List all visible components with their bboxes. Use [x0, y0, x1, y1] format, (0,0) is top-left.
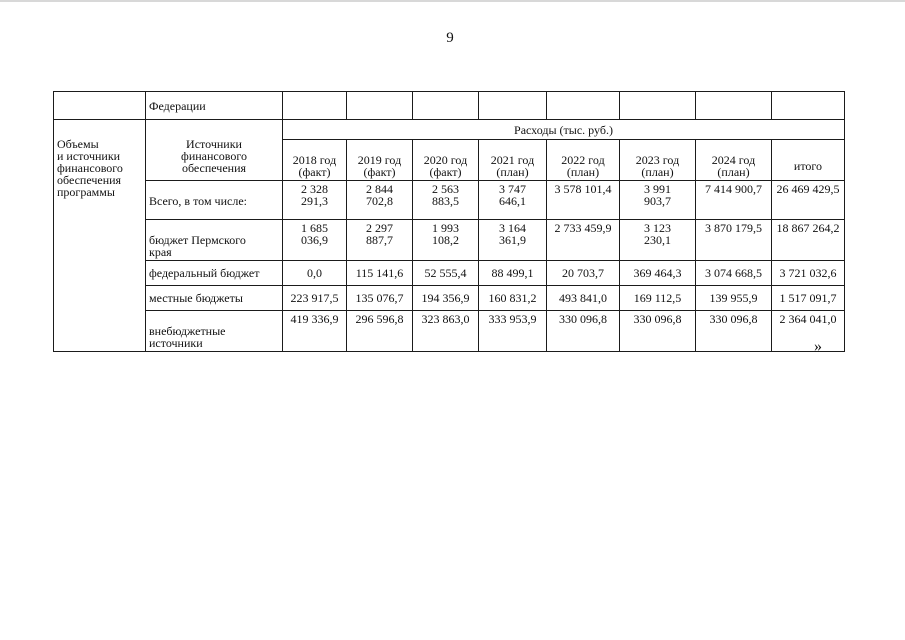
value-cell: [283, 220, 347, 261]
value-text: 7 414 900,7: [705, 182, 762, 196]
value-cell: [547, 181, 620, 220]
empty-top-cell: [413, 92, 479, 120]
value-cell: [347, 261, 413, 286]
row-label-cell: [146, 181, 283, 220]
table-row: [54, 220, 845, 261]
value-cell: [479, 181, 547, 220]
closing-quote: »: [814, 338, 822, 355]
empty-top-cell: [283, 92, 347, 120]
value-cell: [479, 220, 547, 261]
value-cell: [347, 286, 413, 311]
year-header-2018: [283, 140, 347, 181]
value-cell: [772, 311, 845, 352]
value-cell: [283, 181, 347, 220]
year-header-2019: [347, 140, 413, 181]
table-row: [54, 286, 845, 311]
value-text: 1 685 036,9: [301, 221, 328, 247]
empty-top-cell: [772, 92, 845, 120]
value-cell: [413, 261, 479, 286]
row-label-cell: [146, 286, 283, 311]
year-header-2020: [413, 140, 479, 181]
value-cell: [283, 261, 347, 286]
year-header-2023: [620, 140, 696, 181]
value-text: 2 364 041,0: [779, 312, 837, 326]
empty-top-cell: [347, 92, 413, 120]
value-text: 169 112,5: [633, 291, 682, 305]
value-cell: [547, 261, 620, 286]
table-row: [54, 181, 845, 220]
value-text: 330 096,8: [633, 312, 682, 326]
value-cell: [283, 286, 347, 311]
source-header: Источники финансового обеспечения: [181, 137, 247, 175]
value-text: 88 499,1: [491, 266, 534, 280]
row-label: местные бюджеты: [149, 291, 243, 305]
value-cell: [620, 261, 696, 286]
value-cell: [413, 311, 479, 352]
federation-row: [54, 92, 845, 120]
value-cell: [696, 311, 772, 352]
value-text: 3 164 361,9: [499, 221, 526, 247]
value-cell: [479, 286, 547, 311]
value-text: 3 074 668,5: [705, 266, 762, 280]
value-cell: [413, 220, 479, 261]
total-header: [772, 140, 845, 181]
value-text: 223 917,5: [290, 291, 339, 305]
funding-table: [53, 91, 845, 352]
value-text: 139 955,9: [709, 291, 758, 305]
row-label-cell: [146, 220, 283, 261]
year-header-text: 2020 год (факт): [423, 153, 468, 179]
year-header-text: 2023 год (план): [635, 153, 680, 179]
value-text: 419 336,9: [290, 312, 339, 326]
value-text: 3 123 230,1: [644, 221, 671, 247]
value-cell: [620, 311, 696, 352]
row-label-cell: [146, 261, 283, 286]
value-text: 52 555,4: [424, 266, 467, 280]
source-header-cell: [146, 120, 283, 181]
row-label-cell: [146, 311, 283, 352]
value-cell: [696, 286, 772, 311]
value-text: 330 096,8: [559, 312, 607, 326]
value-text: 0,0: [307, 266, 322, 280]
value-text: 296 596,8: [355, 312, 404, 326]
value-cell: [547, 220, 620, 261]
empty-top-cell: [620, 92, 696, 120]
value-text: 1 993 108,2: [432, 221, 459, 247]
page-number: 9: [446, 30, 454, 46]
value-cell: [696, 181, 772, 220]
year-header-text: 2021 год (план): [490, 153, 535, 179]
table-row: [54, 311, 845, 352]
expenses-header: Расходы (тыс. руб.): [514, 122, 613, 137]
value-text: 135 076,7: [355, 291, 404, 305]
year-header-text: 2018 год (факт): [292, 153, 337, 179]
value-text: 2 297 887,7: [366, 221, 393, 247]
expenses-header-cell: [283, 120, 845, 140]
value-text: 330 096,8: [709, 312, 758, 326]
row-label: бюджет Пермского края: [149, 233, 246, 259]
value-cell: [413, 181, 479, 220]
value-text: 3 747 646,1: [499, 182, 526, 208]
year-header-text: 2019 год (факт): [357, 153, 402, 179]
value-text: 333 953,9: [488, 312, 537, 326]
value-cell: [547, 311, 620, 352]
value-cell: [347, 220, 413, 261]
value-text: 369 464,3: [633, 266, 682, 280]
value-cell: [620, 286, 696, 311]
table-row: [54, 261, 845, 286]
value-cell: [620, 220, 696, 261]
value-text: 2 563 883,5: [432, 182, 459, 208]
value-cell: [772, 220, 845, 261]
program-label: Объемы и источники финансового обеспечения программы: [57, 137, 123, 199]
empty-top-cell: [547, 92, 620, 120]
year-header-2024: [696, 140, 772, 181]
value-cell: [620, 181, 696, 220]
value-text: 3 578 101,4: [554, 182, 612, 196]
value-cell: [772, 181, 845, 220]
year-header-text: 2022 год (план): [561, 153, 605, 179]
year-header-2021: [479, 140, 547, 181]
value-text: 194 356,9: [421, 291, 470, 305]
year-header-text: итого: [793, 159, 823, 173]
top-border-line: [0, 0, 905, 2]
value-text: 493 841,0: [559, 291, 607, 305]
value-text: 2 844 702,8: [366, 182, 393, 208]
value-cell: [772, 261, 845, 286]
value-cell: [547, 286, 620, 311]
year-header-2022: [547, 140, 620, 181]
year-header-text: 2024 год (план): [711, 153, 756, 179]
row-label: Всего, в том числе:: [149, 194, 247, 208]
empty-left-cell: [54, 92, 146, 120]
value-cell: [283, 311, 347, 352]
value-text: 3 721 032,6: [779, 266, 837, 280]
program-label-cell: [54, 120, 146, 352]
federation-label: Федерации: [149, 98, 206, 113]
value-text: 2 733 459,9: [554, 221, 612, 235]
value-text: 2 328 291,3: [301, 182, 328, 208]
value-cell: [696, 220, 772, 261]
value-cell: [479, 311, 547, 352]
row-label: федеральный бюджет: [149, 266, 260, 280]
value-cell: [347, 181, 413, 220]
value-cell: [413, 286, 479, 311]
value-cell: [772, 286, 845, 311]
value-text: 26 469 429,5: [776, 182, 840, 196]
value-cell: [479, 261, 547, 286]
row-label: внебюджетные источники: [149, 324, 226, 350]
empty-top-cell: [696, 92, 772, 120]
value-text: 18 867 264,2: [776, 221, 840, 235]
value-text: 3 991 903,7: [644, 182, 671, 208]
federation-label-cell: [146, 92, 283, 120]
expenses-header-row: [54, 120, 845, 140]
value-text: 323 863,0: [421, 312, 470, 326]
value-text: 20 703,7: [562, 266, 604, 280]
value-text: 160 831,2: [488, 291, 537, 305]
value-text: 1 517 091,7: [779, 291, 837, 305]
value-cell: [347, 311, 413, 352]
value-text: 115 141,6: [355, 266, 404, 280]
value-cell: [696, 261, 772, 286]
value-text: 3 870 179,5: [705, 221, 762, 235]
empty-top-cell: [479, 92, 547, 120]
